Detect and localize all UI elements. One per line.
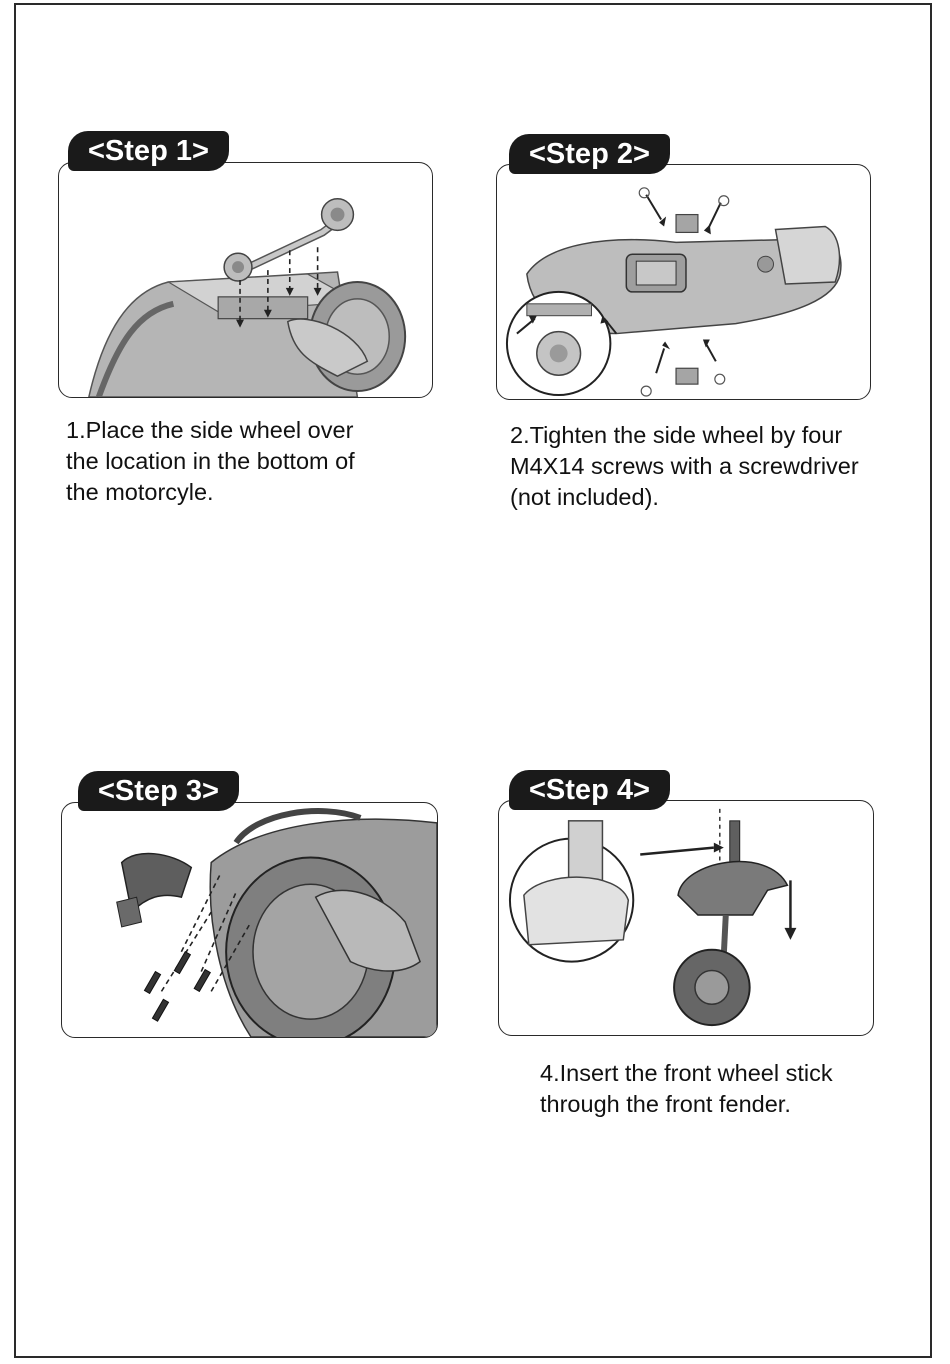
step-4-illustration <box>498 800 874 1036</box>
step-4-caption <box>540 1058 833 1120</box>
step-2-caption <box>510 420 859 513</box>
step-3-tab: <Step 3> <box>78 771 239 811</box>
step-2-drawing <box>497 165 870 399</box>
step-2-caption-line-3: (not included). <box>510 484 659 510</box>
step-1-drawing <box>59 163 432 397</box>
step-1-caption <box>66 415 355 508</box>
step-3-illustration <box>61 802 438 1038</box>
step-1-caption-line-3: the motorcyle. <box>66 479 214 505</box>
step-1-illustration <box>58 162 433 398</box>
step-2-tab: <Step 2> <box>509 134 670 174</box>
step-3-drawing <box>62 803 437 1037</box>
step-4-tab: <Step 4> <box>509 770 670 810</box>
step-4-caption-line-1: 4.Insert the front wheel stick <box>540 1060 833 1086</box>
step-2-caption-line-2: M4X14 screws with a screwdriver <box>510 453 859 479</box>
step-1-caption-line-2: the location in the bottom of <box>66 448 355 474</box>
step-1-caption-line-1: 1.Place the side wheel over <box>66 417 354 443</box>
step-2-caption-line-1: 2.Tighten the side wheel by four <box>510 422 843 448</box>
step-1-tab: <Step 1> <box>68 131 229 171</box>
step-4-caption-line-2: through the front fender. <box>540 1091 791 1117</box>
step-2-illustration <box>496 164 871 400</box>
step-4-drawing <box>499 801 873 1035</box>
